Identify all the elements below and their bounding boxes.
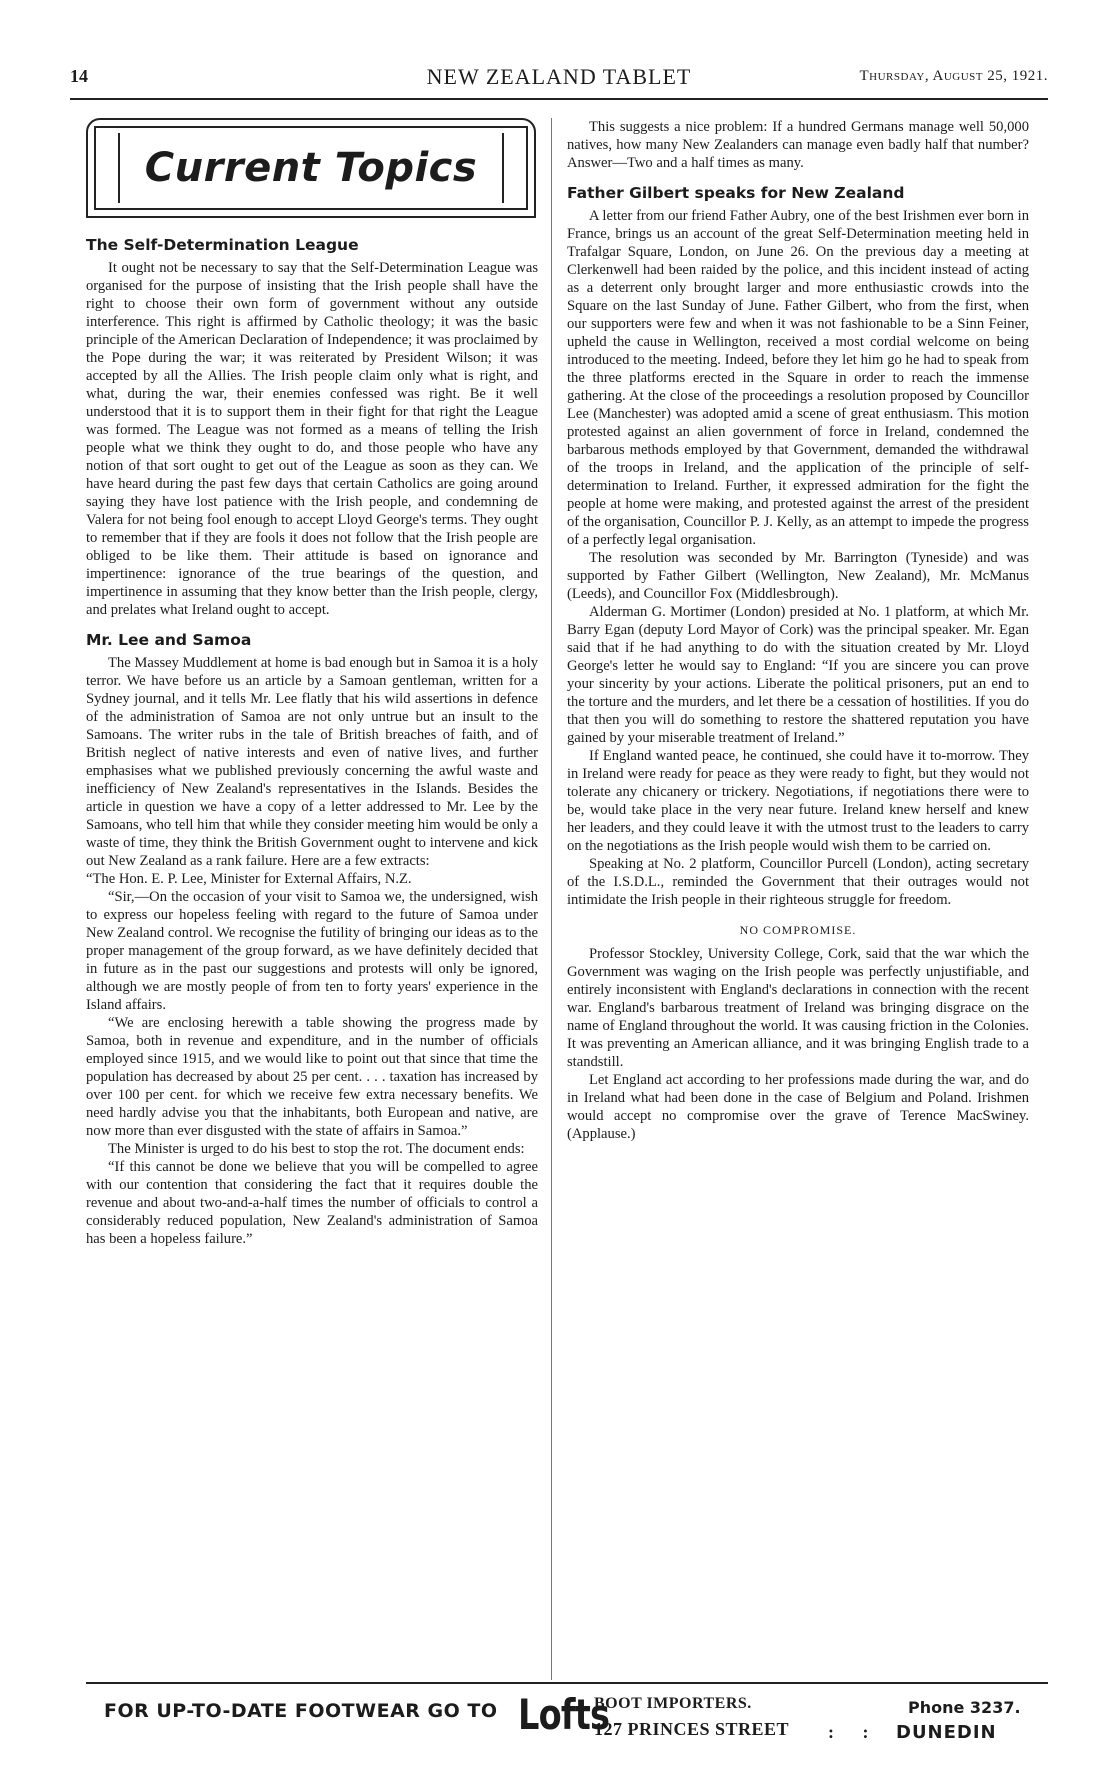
article-paragraph: The Massey Muddlement at home is bad enough but in Samoa it is a holy terror. We have before us an article by a Samoan gentleman, written for a Sydney journal, and it tells Mr. Lee flatly that his wild assertions in defence of the administration of Samoa are not only untrue but an insult to the Samoans. The writer rubs in the tale of British breaches of faith, and of British neglect of native interests and even of native lives, and further emphasises what we published previously concerning the awful waste and inefficiency of New Zealand's representatives in the Islands. Besides the article in question we have a copy of a letter addressed to Mr. Lee by the Samoans, who tell him that while they consider meeting him would be only a waste of time, they think the British Government ought to intervene and kick out New Zealand as a rank failure. Here are a few extracts:	[86, 655, 538, 869]
article-paragraph: Speaking at No. 2 platform, Councillor Purcell (London), acting secretary of the I.S.D.L., reminded the Government that their outrages would not intimidate the Irish people in their righteous struggle for freedom.	[567, 856, 1029, 908]
issue-date: Thursday, August 25, 1921.	[859, 68, 1048, 84]
quote-paragraph: “Sir,—On the occasion of your visit to Samoa we, the undersigned, wish to express our hopeless feeling with regard to the future of Samoa under New Zealand control. We recognise the futility of bringing our ideas as to the proper management of the group forward, as we have definitely decided that in future as in the past our suggestions and protests will only be ignored, although we are mostly people of from ten to forty years' experience in the Island affairs.	[86, 889, 538, 1013]
publication-name: NEW ZEALAND TABLET	[426, 64, 692, 89]
quote-address: “The Hon. E. P. Lee, Minister for External Affairs, N.Z.	[86, 871, 412, 887]
article-paragraph: If England wanted peace, he continued, she could have it to-morrow. They in Ireland were ready for peace as they were ready to fight, but they would not tolerate any chicanery or trickery. Negotiations, if negotiations there were to be, would take place in the very near future. Ireland knew herself and knew her leaders, and they could leave it with the utmost trust to the leaders to carry on the negotiations as the Irish people would wish them to be carried on.	[567, 748, 1029, 854]
heading-self-determination: The Self-Determination League	[86, 236, 359, 254]
article-paragraph: It ought not be necessary to say that the Self-Determination League was organised for the purpose of insisting that the Irish people shall have the right to choose their own form of government without any outside interference. This right is affirmed by Catholic theology; it was the basic principle of the American Declaration of Independence; it was proclaimed by the Pope during the war; it was reiterated by President Wilson; it was accepted by all the Allies. The Irish people claim only what is right, and what, during the war, their enemies confessed was right. Be it well understood that it is to support them in their fight for that right the League was formed. The League was not formed as a means of telling the Irish people what we think they ought to do, and those people who have any notion of that sort ought to get out of the League as soon as they can. We have heard during the past few days that certain Catholics are going around saying they have lost patience with the Irish people, and condemning de Valera for not being fool enough to accept Lloyd George's terms. They ought to remember that if they are fools it does not follow that the Irish people are obliged to be like them. Their attitude is based on ignorance and impertinence: ignorance of the true bearings of the question, and impertinence in assuming that they know better than the Irish people, clergy, and prelates what Ireland ought to accept.	[86, 260, 538, 618]
ad-address: 127 PRINCES STREET	[594, 1719, 790, 1739]
ad-phone: Phone 3237.	[908, 1698, 1021, 1717]
section-title: Current Topics	[144, 145, 478, 191]
subheading-no-compromise: NO COMPROMISE.	[739, 923, 857, 937]
ad-line-1: BOOT IMPORTERS.	[594, 1695, 752, 1712]
article-paragraph: Let England act according to her professions made during the war, and do in Ireland what had been done in the case of Belgium and Poland. Irishmen would accept no compromise over the grave of Terence MacSwiney. (Applause.)	[567, 1072, 1029, 1142]
header-rule	[70, 98, 1048, 100]
heading-father-gilbert: Father Gilbert speaks for New Zealand	[567, 184, 905, 202]
page-header	[70, 66, 1048, 96]
quote-paragraph: “If this cannot be done we believe that you will be compelled to agree with our contention that considering the fact that it requires double the revenue and about two-and-a-half times the number of officials to control a considerably reduced population, New Zealand's administration of Samoa has been a hopeless failure.”	[86, 1159, 538, 1247]
section-title-box	[86, 118, 536, 218]
left-column	[86, 118, 538, 1248]
footer-rule	[86, 1682, 1048, 1684]
quote-paragraph: “We are enclosing herewith a table showing the progress made by Samoa, both in revenue and expenditure, and in the number of officials employed since 1915, and we would like to point out that since that time the population has decreased by about 25 per cent. . . . taxation has increased by over 100 per cent. for which we receive few extra necessary benefits. We need hardly advise you that the inhabitants, both European and native, are now more than ever disgusted with the state of affairs in Samoa.”	[86, 1015, 538, 1139]
article-paragraph: Professor Stockley, University College, Cork, said that the war which the Government was waging on the Irish people was perfectly unjustifiable, and entirely inconsistent with England's declarations in connection with the recent war. England's barbarous treatment of Ireland was bringing disgrace on the name of England throughout the world. It was causing friction in the Colonies. It was preventing an American alliance, and it was bringing English trade to a standstill.	[567, 946, 1029, 1070]
advertisement	[86, 1690, 1048, 1760]
heading-lee-samoa: Mr. Lee and Samoa	[86, 631, 252, 649]
column-divider	[551, 118, 552, 1680]
article-paragraph: The Minister is urged to do his best to stop the rot. The document ends:	[108, 1141, 525, 1157]
page-number: 14	[70, 66, 88, 86]
ad-separator: : :	[828, 1722, 881, 1742]
ad-brand-logo: Lofts	[518, 1690, 610, 1739]
ad-city: DUNEDIN	[896, 1722, 997, 1743]
ad-tagline: FOR UP-TO-DATE FOOTWEAR GO TO	[104, 1700, 498, 1722]
article-paragraph: A letter from our friend Father Aubry, one of the best Irishmen ever born in France, brings us an account of the great Self-Determination meeting held in Trafalgar Square, London, on June 26. On the previous day a meeting at Clerkenwell had been raided by the police, and this incident instead of acting as a deterrent only brought larger and more enthusiastic crowds into the Square on the last Sunday of June. Father Gilbert, who from the first, when our supporters were few and when it was not fashionable to be a Sinn Feiner, upheld the cause in Wellington, received a most cordial welcome on being introduced to the meeting. Indeed, before they let him go he had to speak from the three platforms erected in the Square in order to reach the immense gathering. At the close of the proceedings a resolution proposed by Councillor Lee (Manchester) was adopted amid a scene of great enthusiasm. This motion protested against an alien government of force in Ireland, condemned the barbarous methods employed by that Government, demanded the withdrawal of the troops in Ireland, and the application of the principle of self-determination to Ireland. Further, it expressed admiration for the fight the people at home were making, and protested against the arrest of the president of the organisation, Councillor P. J. Kelly, as an attempt to impede the progress of a perfectly legal organisation.	[567, 208, 1029, 548]
article-paragraph: This suggests a nice problem: If a hundred Germans manage well 50,000 natives, how many New Zealanders can manage even badly half that number? Answer—Two and a half times as many.	[567, 119, 1029, 171]
right-column	[567, 118, 1029, 1143]
article-paragraph: Alderman G. Mortimer (London) presided at No. 1 platform, at which Mr. Barry Egan (deputy Lord Mayor of Cork) was the principal speaker. Mr. Egan said that if he had anything to do with the situation created by Mr. Lloyd George's letter he would say to England: “If you are sincere you can prove your sincerity by your actions. Liberate the political prisoners, put an end to the torture and the murders, and let there be a cessation of hostilities. If you do that then you will do something to restore the shattered reputation you have gained by your miserable treatment of Ireland.”	[567, 604, 1029, 746]
article-paragraph: The resolution was seconded by Mr. Barrington (Tyneside) and was supported by Father Gilbert (Wellington, New Zealand), Mr. McManus (Leeds), and Councillor Fox (Middlesbrough).	[567, 550, 1029, 602]
